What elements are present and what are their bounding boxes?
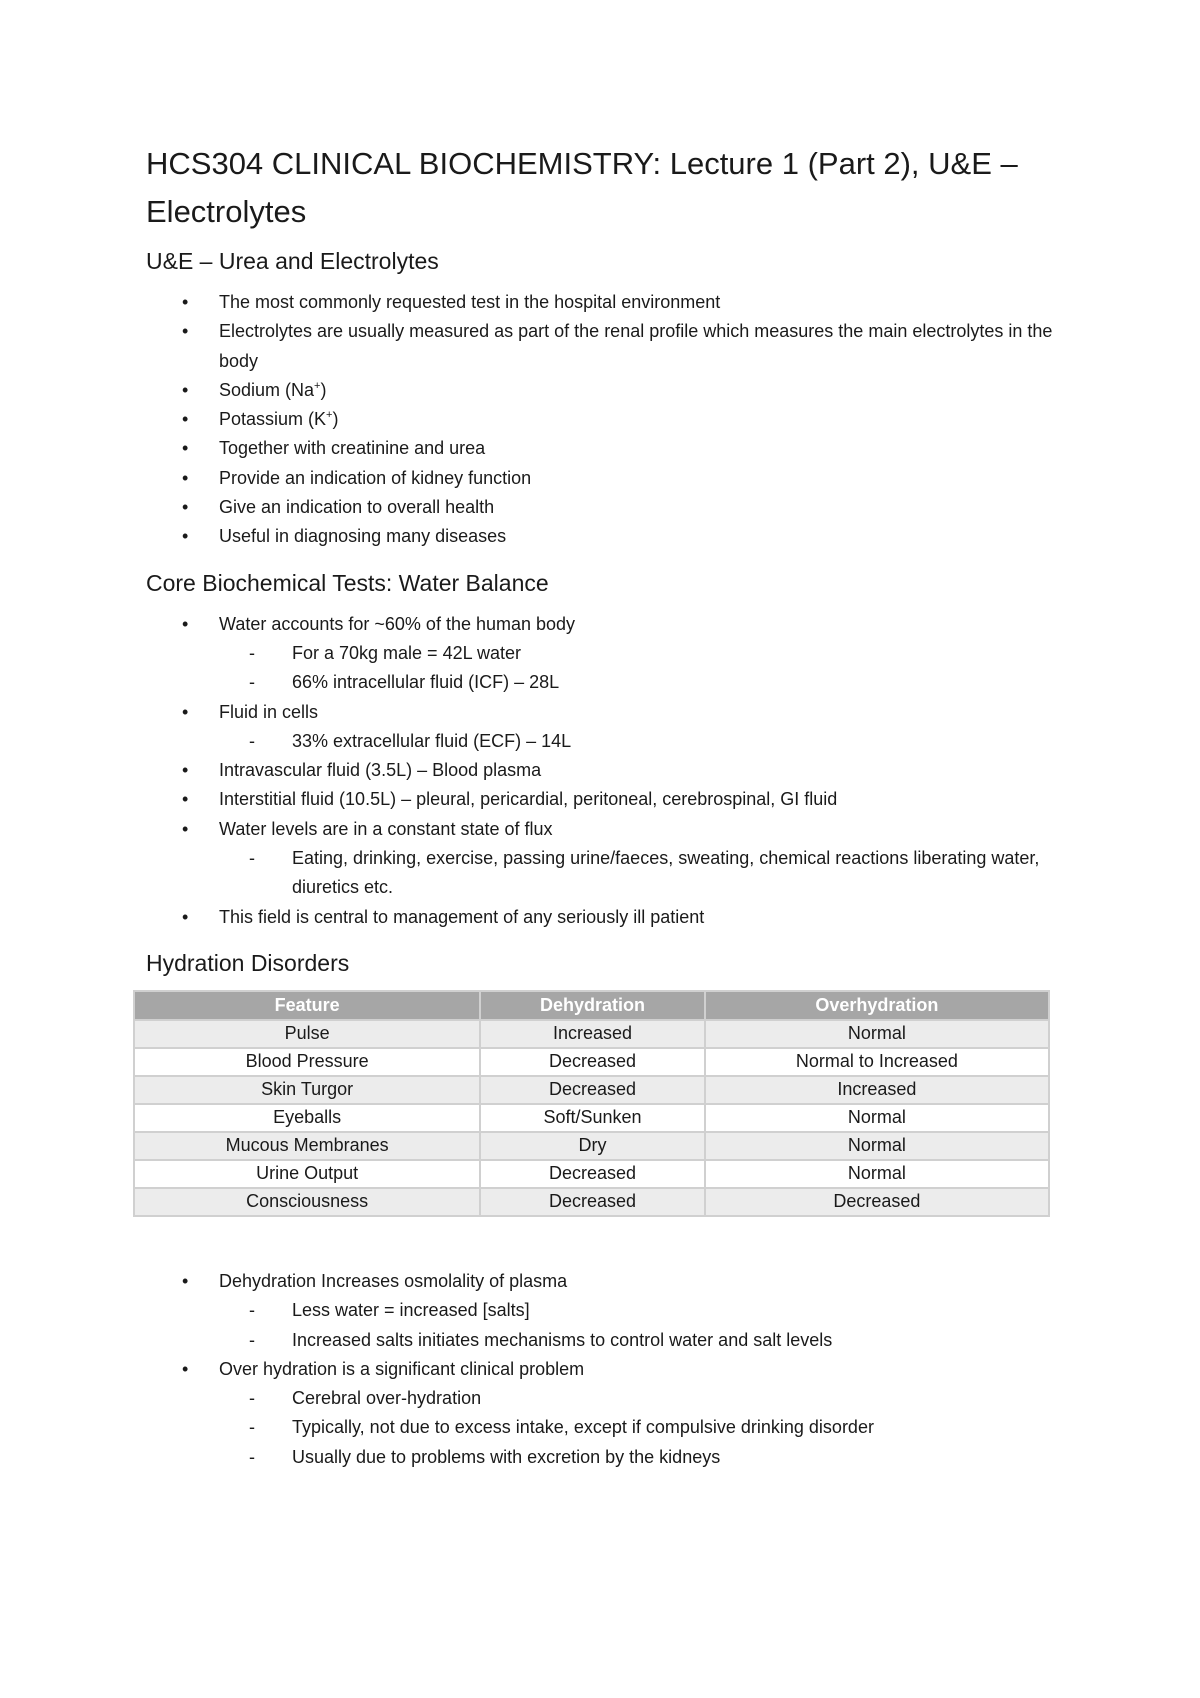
sub-list-item: - For a 70kg male = 42L water xyxy=(219,639,1056,668)
section-heading-water-balance: Core Biochemical Tests: Water Balance xyxy=(146,569,549,596)
table-cell: Soft/Sunken xyxy=(480,1104,704,1132)
column-header: Feature xyxy=(134,991,480,1020)
sub-list-item: - Less water = increased [salts] xyxy=(219,1296,1056,1325)
sodium-label: Sodium (Na xyxy=(219,379,315,400)
hydration-notes-list xyxy=(146,1267,1056,1472)
sub-list-item: - Usually due to problems with excretion by the kidneys xyxy=(219,1443,1056,1472)
list-item: • Electrolytes are usually measured as part of the renal profile which measures the main electrolytes in the body xyxy=(146,317,1056,376)
sub-list-item: - 66% intracellular fluid (ICF) – 28L xyxy=(219,668,1056,697)
sub-list-item: - Typically, not due to excess intake, except if compulsive drinking disorder xyxy=(219,1413,1056,1442)
sub-list-item: - Cerebral over-hydration xyxy=(219,1384,1056,1413)
list-item: • Useful in diagnosing many diseases xyxy=(146,522,1056,551)
list-item: • Together with creatinine and urea xyxy=(146,434,1056,463)
list-item xyxy=(146,815,1056,903)
list-item xyxy=(146,1355,1056,1472)
table-cell: Urine Output xyxy=(134,1160,480,1188)
sub-list xyxy=(219,1384,1056,1472)
list-item xyxy=(146,1267,1056,1355)
list-item-text: Water accounts for ~60% of the human body xyxy=(219,613,576,634)
table-header-row xyxy=(134,991,1049,1020)
table-cell: Normal xyxy=(705,1132,1049,1160)
sodium-close: ) xyxy=(320,379,327,400)
column-header: Dehydration xyxy=(480,991,704,1020)
sub-list-item: - Increased salts initiates mechanisms to control water and salt levels xyxy=(219,1326,1056,1355)
potassium-charge: + xyxy=(326,409,333,422)
table-cell: Increased xyxy=(480,1020,704,1048)
potassium-label: Potassium (K xyxy=(219,409,327,430)
list-item: • Interstitial fluid (10.5L) – pleural, pericardial, peritoneal, cerebrospinal, GI fluid xyxy=(146,785,1056,814)
list-item xyxy=(146,698,1056,757)
table-cell: Consciousness xyxy=(134,1188,480,1216)
table-row xyxy=(134,1188,1049,1216)
table-cell: Skin Turgor xyxy=(134,1076,480,1104)
list-item-text: Fluid in cells xyxy=(219,701,319,722)
list-item-text: Dehydration Increases osmolality of plasma xyxy=(219,1270,568,1291)
sub-list xyxy=(219,844,1056,903)
sub-list xyxy=(219,727,1056,756)
sub-list-item: - 33% extracellular fluid (ECF) – 14L xyxy=(219,727,1056,756)
list-item: • Intravascular fluid (3.5L) – Blood plasma xyxy=(146,756,1056,785)
table-cell: Pulse xyxy=(134,1020,480,1048)
list-item: • This field is central to management of any seriously ill patient xyxy=(146,903,1056,932)
table-row xyxy=(134,1132,1049,1160)
table-cell: Decreased xyxy=(480,1076,704,1104)
list-item-text: Over hydration is a significant clinical problem xyxy=(219,1358,585,1379)
table-cell: Eyeballs xyxy=(134,1104,480,1132)
table-cell: Mucous Membranes xyxy=(134,1132,480,1160)
table-cell: Normal xyxy=(705,1020,1049,1048)
sub-list-item: - Eating, drinking, exercise, passing urine/faeces, sweating, chemical reactions liberating water, diuretics etc. xyxy=(219,844,1056,903)
table-row xyxy=(134,1076,1049,1104)
list-item: • The most commonly requested test in the hospital environment xyxy=(146,288,1056,317)
table-cell: Blood Pressure xyxy=(134,1048,480,1076)
urea-electrolytes-list xyxy=(146,288,1056,552)
section-heading-hydration-disorders: Hydration Disorders xyxy=(146,949,350,976)
table-cell: Dry xyxy=(480,1132,704,1160)
table-cell: Decreased xyxy=(705,1188,1049,1216)
table-cell: Increased xyxy=(705,1076,1049,1104)
column-header: Overhydration xyxy=(705,991,1049,1020)
sodium-charge: + xyxy=(314,379,321,392)
water-balance-list xyxy=(146,610,1056,932)
table-cell: Normal xyxy=(705,1160,1049,1188)
table-row xyxy=(134,1048,1049,1076)
table-cell: Normal to Increased xyxy=(705,1048,1049,1076)
document-page xyxy=(146,140,1056,1488)
table-row xyxy=(134,1020,1049,1048)
list-item: • Give an indication to overall health xyxy=(146,493,1056,522)
table-cell: Normal xyxy=(705,1104,1049,1132)
document-title: HCS304 CLINICAL BIOCHEMISTRY: Lecture 1 (Part 2), U&E – Electrolytes xyxy=(146,146,1018,229)
list-item xyxy=(146,610,1056,698)
list-item-text: Water levels are in a constant state of flux xyxy=(219,818,553,839)
hydration-table xyxy=(133,990,1050,1217)
sub-list xyxy=(219,1296,1056,1355)
list-item-potassium xyxy=(146,405,1056,434)
table-cell: Decreased xyxy=(480,1048,704,1076)
table-cell: Decreased xyxy=(480,1160,704,1188)
table-cell: Decreased xyxy=(480,1188,704,1216)
list-item-sodium xyxy=(146,376,1056,405)
table-row xyxy=(134,1160,1049,1188)
potassium-close: ) xyxy=(332,409,339,430)
sub-list xyxy=(219,639,1056,698)
section-heading-urea-electrolytes: U&E – Urea and Electrolytes xyxy=(146,248,439,274)
list-item: • Provide an indication of kidney function xyxy=(146,464,1056,493)
table-row xyxy=(134,1104,1049,1132)
